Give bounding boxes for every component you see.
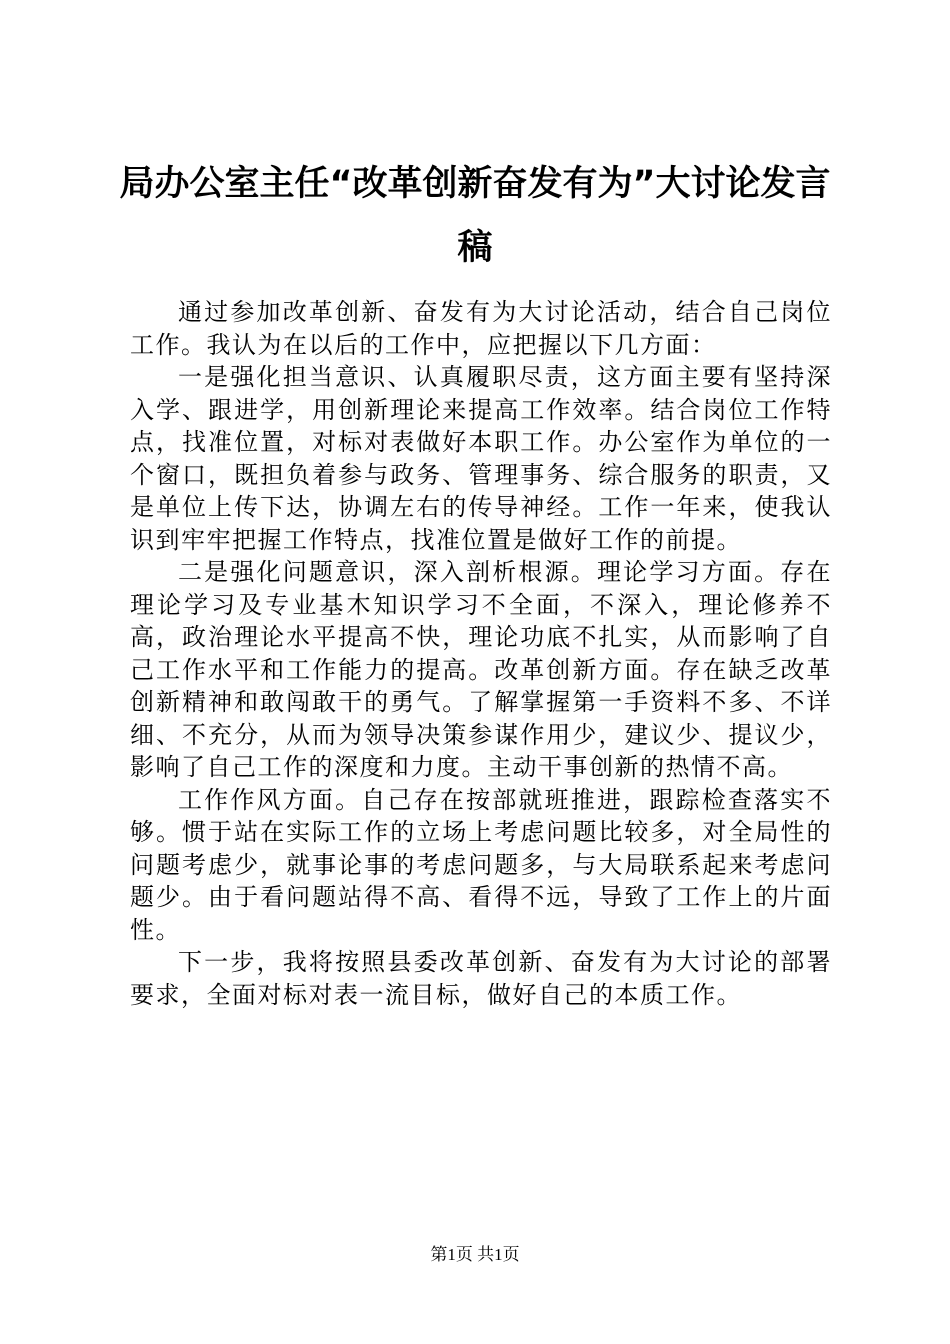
paragraph: 通过参加改革创新、奋发有为大讨论活动，结合自己岗位工作。我认为在以后的工作中，应把握以下几方面： bbox=[130, 298, 832, 359]
document-title: 局办公室主任“改革创新奋发有为”大讨论发言稿 bbox=[119, 164, 831, 268]
paragraph: 工作作风方面。自己存在按部就班推进，跟踪检查落实不够。惯于站在实际工作的立场上考虑问题比较多，对全局性的问题考虑少，就事论事的考虑问题多，与大局联系起来考虑问题少。由于看问题站得不高、看得不远，导致了工作上的片面性。 bbox=[130, 785, 832, 944]
document-body bbox=[130, 296, 832, 1011]
paragraph: 二是强化问题意识，深入剖析根源。理论学习方面。存在理论学习及专业基木知识学习不全面，不深入，理论修养不高，政治理论水平提高不快，理论功底不扎实，从而影响了自己工作水平和工作能力的提高。改革创新方面。存在缺乏改革创新精神和敢闯敢干的勇气。了解掌握第一手资料不多、不详细、不充分，从而为领导决策参谋作用少，建议少、提议少，影响了自己工作的深度和力度。主动干事创新的热情不高。 bbox=[130, 558, 832, 781]
paragraph: 一是强化担当意识、认真履职尽责，这方面主要有坚持深入学、跟进学，用创新理论来提高工作效率。结合岗位工作特点，找准位置，对标对表做好本职工作。办公室作为单位的一个窗口，既担负着参与政务、管理事务、综合服务的职责，又是单位上传下达，协调左右的传导神经。工作一年来，使我认识到牢牢把握工作特点，找准位置是做好工作的前提。 bbox=[130, 363, 832, 554]
paragraph: 下一步，我将按照县委改革创新、奋发有为大讨论的部署要求，全面对标对表一流目标，做好自己的本质工作。 bbox=[130, 948, 832, 1009]
page-number-footer: 第1页 共1页 bbox=[430, 1245, 520, 1264]
